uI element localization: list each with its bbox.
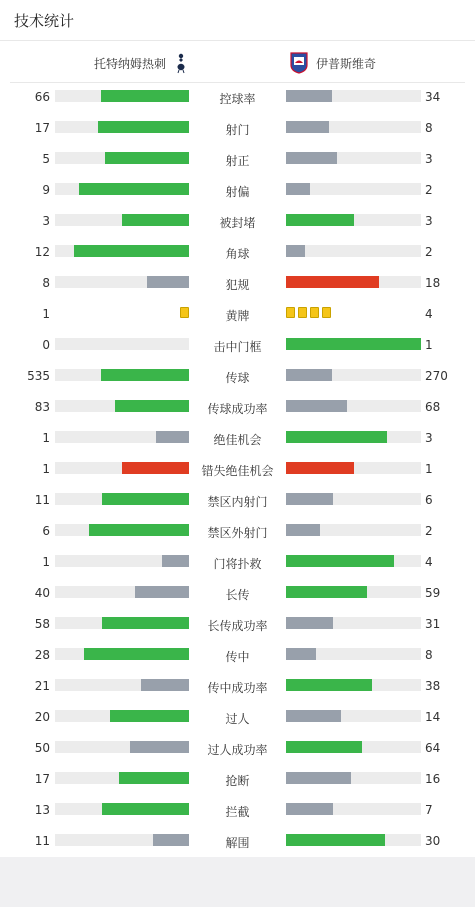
stat-label: 禁区内射门 [207,495,268,509]
away-stat-bar [286,90,332,102]
away-stat-bar-track [286,152,421,164]
away-stat-bar [286,276,379,288]
stat-row [0,826,475,857]
stat-label: 黄牌 [225,309,250,323]
away-stat-bar [286,493,333,505]
home-stat-value: 1 [42,555,50,569]
stat-label: 错失绝佳机会 [201,464,274,478]
away-stat-bar-track [286,648,421,660]
home-stat-value: 11 [34,834,50,848]
home-stat-bar [156,431,190,443]
stat-row [0,206,475,237]
stat-row [0,733,475,764]
home-stat-bar [110,710,189,722]
away-stat-bar [286,462,354,474]
home-stat-value: 83 [34,400,50,414]
stat-label: 射正 [225,154,250,168]
stat-label: 拦截 [225,805,250,819]
away-stat-value: 2 [425,183,433,197]
away-stat-bar [286,400,347,412]
home-stat-value: 12 [34,245,50,259]
stat-row [0,454,475,485]
stat-label: 传球成功率 [207,402,268,416]
away-stat-bar [286,710,341,722]
stat-label: 禁区外射门 [207,526,268,540]
home-stat-value: 11 [34,493,50,507]
home-stat-bar-track [55,338,189,350]
yellow-card-icon [322,307,331,318]
away-stat-value: 64 [425,741,441,755]
home-stat-value: 8 [42,276,50,290]
away-stat-bar-track [286,555,421,567]
home-stat-bar-track [55,214,189,226]
away-stat-bar-track [286,214,421,226]
stat-row [0,764,475,795]
home-stat-bar-track [55,710,189,722]
home-stat-bar-track [55,586,189,598]
home-stat-bar-track [55,834,189,846]
away-stat-value: 3 [425,152,433,166]
stat-label: 长传成功率 [207,619,268,633]
home-stat-value: 1 [42,307,50,321]
away-stat-bar-track [286,834,421,846]
home-stat-bar-track [55,648,189,660]
home-stat-bar-track [55,803,189,815]
home-stat-value: 1 [42,431,50,445]
home-stat-bar-track [55,276,189,288]
away-stat-value: 16 [425,772,441,786]
stats-list [0,82,475,857]
away-stat-bar-track [286,462,421,474]
away-stat-bar [286,121,329,133]
stat-row [0,516,475,547]
stat-row [0,795,475,826]
away-stat-bar [286,524,320,536]
home-stat-bar [102,803,189,815]
away-stat-bar-track [286,276,421,288]
home-stat-value: 58 [34,617,50,631]
stat-label: 犯规 [225,278,250,292]
stat-row [0,330,475,361]
away-stat-bar [286,183,310,195]
away-stat-bar-track [286,741,421,753]
away-stat-bar-track [286,183,421,195]
stat-row [0,392,475,423]
away-stat-bar [286,152,337,164]
home-stat-bar [162,555,189,567]
away-yellow-cards [286,307,331,319]
home-stat-bar [135,586,189,598]
stat-row [0,578,475,609]
yellow-card-icon [286,307,295,318]
stat-label: 解围 [225,836,250,850]
away-stat-bar-track [286,772,421,784]
home-stat-bar-track [55,90,189,102]
home-stat-bar [147,276,189,288]
away-stat-value: 30 [425,834,441,848]
ipswich-crest-icon [290,52,308,74]
page-title: 技术统计 [14,12,75,30]
stat-label: 控球率 [219,92,256,106]
stat-label: 过人成功率 [207,743,268,757]
away-stat-bar-track [286,431,421,443]
stat-label: 射门 [225,123,250,137]
home-stat-bar [101,369,189,381]
away-stat-value: 14 [425,710,441,724]
away-stat-bar [286,617,333,629]
away-stat-bar-track [286,90,421,102]
home-stat-bar [115,400,189,412]
home-stat-value: 535 [27,369,50,383]
home-stat-value: 1 [42,462,50,476]
home-yellow-cards [180,307,189,319]
home-stat-value: 5 [42,152,50,166]
stat-label: 门将扑救 [213,557,262,571]
away-stat-value: 4 [425,307,433,321]
away-stat-value: 1 [425,338,433,352]
away-stat-value: 2 [425,524,433,538]
home-stat-value: 17 [34,772,50,786]
away-stat-bar [286,648,316,660]
home-stat-bar-track [55,245,189,257]
away-stat-bar [286,834,385,846]
away-stat-value: 8 [425,121,433,135]
home-stat-bar-track [55,617,189,629]
home-stat-bar-track [55,741,189,753]
away-stat-bar-track [286,245,421,257]
stat-row [0,299,475,330]
home-stat-bar-track [55,462,189,474]
away-stat-value: 3 [425,431,433,445]
away-stat-bar [286,555,394,567]
away-stat-bar-track [286,524,421,536]
away-team[interactable] [290,52,376,74]
away-stat-bar [286,214,354,226]
stat-label: 长传 [225,588,250,602]
home-stat-value: 28 [34,648,50,662]
stat-row [0,268,475,299]
stat-row [0,144,475,175]
yellow-card-icon [298,307,307,318]
away-stat-bar-track [286,493,421,505]
stat-row [0,671,475,702]
home-stat-value: 0 [42,338,50,352]
home-team[interactable] [94,52,188,74]
away-stat-value: 270 [425,369,448,383]
away-stat-bar-track [286,121,421,133]
stat-row [0,547,475,578]
home-stat-bar [102,617,189,629]
home-stat-value: 66 [34,90,50,104]
stat-label: 绝佳机会 [213,433,262,447]
home-stat-bar [74,245,189,257]
home-stat-bar [119,772,189,784]
home-stat-value: 6 [42,524,50,538]
away-stat-bar [286,369,332,381]
stat-row [0,361,475,392]
away-stat-value: 8 [425,648,433,662]
away-stat-bar-track [286,710,421,722]
away-stat-bar [286,245,305,257]
stat-label: 击中门框 [213,340,262,354]
away-stat-value: 31 [425,617,441,631]
stat-row [0,609,475,640]
home-stat-bar [153,834,189,846]
away-stat-value: 34 [425,90,441,104]
away-stat-bar-track [286,803,421,815]
home-stat-bar [84,648,189,660]
stat-row [0,423,475,454]
away-stat-value: 1 [425,462,433,476]
stat-label: 传中成功率 [207,681,268,695]
divider [0,40,475,41]
home-stat-bar [98,121,189,133]
away-stat-value: 18 [425,276,441,290]
home-stat-bar-track [55,555,189,567]
stat-label: 被封堵 [219,216,256,230]
home-stat-value: 17 [34,121,50,135]
yellow-card-icon [180,307,189,318]
home-stat-bar [122,214,189,226]
home-stat-bar [101,90,189,102]
home-stat-bar [130,741,189,753]
stat-row [0,82,475,113]
stat-label: 过人 [225,712,250,726]
home-stat-bar-track [55,121,189,133]
home-stat-bar-track [55,524,189,536]
away-stat-bar [286,431,387,443]
home-stat-value: 13 [34,803,50,817]
away-stat-bar [286,803,333,815]
home-stat-bar-track [55,369,189,381]
home-stat-bar-track [55,772,189,784]
stat-label: 抢断 [225,774,250,788]
stat-label: 传中 [225,650,250,664]
stat-row [0,702,475,733]
home-stat-bar-track [55,183,189,195]
stat-row [0,237,475,268]
home-team-name: 托特纳姆热刺 [93,56,166,71]
home-stat-bar [141,679,189,691]
away-stat-value: 6 [425,493,433,507]
away-stat-value: 3 [425,214,433,228]
stat-row [0,485,475,516]
stat-row [0,113,475,144]
away-stat-bar [286,772,351,784]
home-stat-bar [105,152,189,164]
away-stat-bar-track [286,400,421,412]
away-stat-bar-track [286,338,421,350]
away-stat-value: 2 [425,245,433,259]
yellow-card-icon [310,307,319,318]
home-stat-bar-track [55,679,189,691]
home-stat-value: 50 [34,741,50,755]
home-stat-bar [122,462,189,474]
away-stat-bar-track [286,369,421,381]
away-stat-value: 68 [425,400,441,414]
home-stat-bar-track [55,431,189,443]
away-stat-value: 4 [425,555,433,569]
home-stat-value: 3 [42,214,50,228]
away-stat-bar-track [286,617,421,629]
away-stat-bar [286,586,367,598]
away-stat-value: 7 [425,803,433,817]
away-stat-value: 38 [425,679,441,693]
stat-label: 传球 [225,371,250,385]
away-stat-value: 59 [425,586,441,600]
stat-label: 角球 [225,247,250,261]
away-stat-bar [286,679,372,691]
home-stat-value: 21 [34,679,50,693]
home-stat-bar [89,524,190,536]
home-stat-bar-track [55,493,189,505]
home-stat-value: 40 [34,586,50,600]
stat-row [0,640,475,671]
tottenham-crest-icon [174,52,188,74]
home-stat-bar-track [55,400,189,412]
home-stat-bar [79,183,189,195]
home-stat-value: 20 [34,710,50,724]
away-stat-bar [286,741,362,753]
stat-label: 射偏 [225,185,250,199]
away-stat-bar-track [286,679,421,691]
team-header [10,42,465,83]
home-stat-value: 9 [42,183,50,197]
away-stat-bar-track [286,586,421,598]
stat-row [0,175,475,206]
away-stat-bar [286,338,421,350]
home-stat-bar-track [55,152,189,164]
home-stat-bar [102,493,189,505]
away-team-name: 伊普斯维奇 [316,56,377,71]
